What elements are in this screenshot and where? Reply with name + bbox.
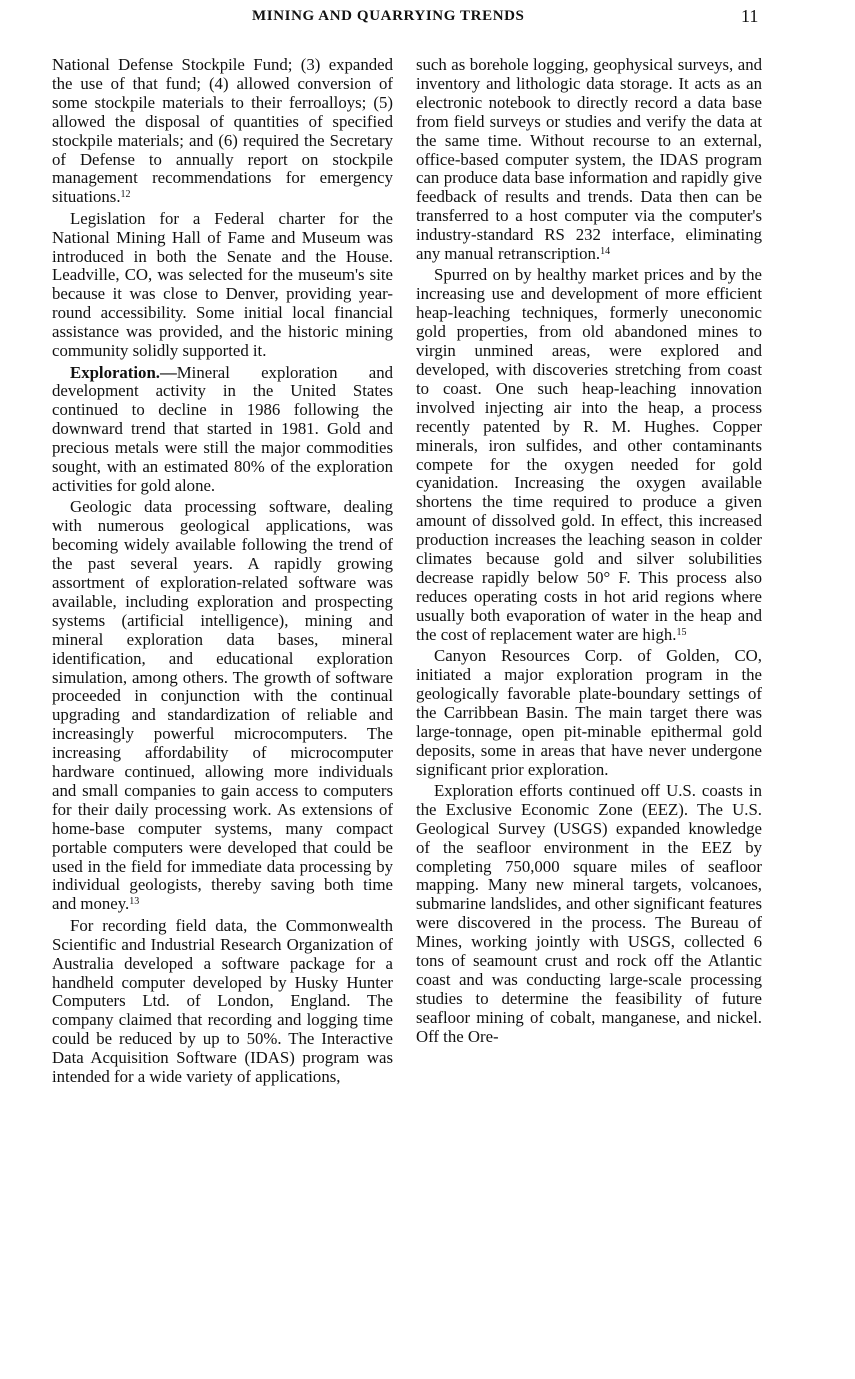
paragraph-mining-hall-of-fame: [52, 210, 393, 361]
paragraph-text: Spurred on by healthy market prices and by the increasing use and development of more efficient heap-leaching techniques, formerly uneconomic gold properties, from old abandoned mines to virgin unmined areas, were explored and developed, with discoveries stretching from coast to coast. One such heap-leaching innovation involved injecting air into the heap, a process recently patented by R. M. Hughes. Copper minerals, iron sulfides, and other contaminants compete for the oxygen needed for gold cyanidation. Increasing the oxygen available shortens the time required to produce a given amount of dissolved gold. In effect, this increased production increases the leaching season in colder climates because gold and silver solubilities decrease rapidly below 50° F. This process also reduces operating costs in hot arid regions where usually both evaporation of water in the heap and the cost of replacement water are high.: [416, 265, 762, 644]
paragraph-heap-leaching: [416, 266, 762, 644]
paragraph-text: National Defense Stockpile Fund; (3) expanded the use of that fund; (4) allowed conversion of some stockpile materials to their ferroalloys; (5) allowed the disposal of quantities of specified stockpile materials; and (6) required the Secretary of Defense to annually report on stockpile management recommendations for emergency situations.: [52, 55, 393, 207]
right-column: [416, 56, 762, 1047]
paragraph-idas-continued: [416, 56, 762, 264]
paragraph-geologic-software: [52, 498, 393, 914]
left-column: [52, 56, 393, 1087]
paragraph-text: Geologic data processing software, dealing with numerous geological applications, was becoming widely available following the trend of the past several years. A rapidly growing assortment of exploration-related software was available, including exploration and prospecting systems (artificial intelligence), mining and mineral exploration data bases, mineral identification, and educational exploration simulation, among others. The growth of software proceeded in conjunction with the continual upgrading and standardization of reliable and increasingly powerful microcomputers. The increasing affordability of microcomputer hardware continued, allowing more individuals and small companies to gain access to computers for their daily processing work. As extensions of home-base computer systems, many compact portable computers were developed that could be used in the field for immediate data processing by individual geologists, thereby saving both time and money.: [52, 497, 393, 914]
section-heading-exploration: Exploration.—: [70, 362, 177, 382]
paragraph-stockpile-continued: [52, 56, 393, 207]
paragraph-eez-exploration: [416, 782, 762, 1047]
paragraph-field-data: [52, 917, 393, 1087]
footnote-ref-15: 15: [676, 626, 687, 638]
paragraph-text: Canyon Resources Corp. of Golden, CO, initiated a major exploration program in the geologically favorable plate-boundary settings of the Carribbean Basin. The main target there was large-tonnage, open pit-minable epithermal gold deposits, some in areas that have never undergone significant prior exploration.: [416, 646, 762, 779]
paragraph-exploration: [52, 364, 393, 496]
footnote-ref-12: 12: [120, 189, 131, 201]
page-number: 11: [741, 6, 759, 26]
paragraph-text: Legislation for a Federal charter for the National Mining Hall of Fame and Museum was introduced in both the Senate and the House. Leadville, CO, was selected for the museum's site because it was close to Denver, providing year-round accessibility. Some initial local financial assistance was provided, and the historic mining community solidly supported it.: [52, 208, 393, 361]
paragraph-text: Mineral exploration and development activity in the United States continued to decline in 1986 following the downward trend that started in 1981. Gold and precious metals were still the major commodities sought, with an estimated 80% of the exploration activities for gold alone.: [52, 362, 393, 495]
footnote-ref-13: 13: [129, 896, 140, 908]
running-head-title: MINING AND QUARRYING TRENDS: [252, 8, 525, 24]
paragraph-text: For recording field data, the Commonwealth Scientific and Industrial Research Organization of Australia developed a software package for a handheld computer developed by Husky Hunter Computers Ltd. of London, England. The company claimed that recording and logging time could be reduced by up to 50%. The Interactive Data Acquisition Software (IDAS) program was intended for a wide variety of applications,: [52, 915, 393, 1087]
paragraph-text: such as borehole logging, geophysical surveys, and inventory and lithologic data storage. It acts as an electronic notebook to directly record a data base from field surveys or studies and verify the data at the same time. Without recourse to an external, office-based computer system, the IDAS program can produce data base information and rapidly give feedback of results and trends. Data then can be transferred to a host computer via the computer's industry-standard RS 232 interface, eliminating any manual retranscription.: [416, 55, 762, 264]
running-header: [0, 8, 855, 30]
paragraph-text: Exploration efforts continued off U.S. coasts in the Exclusive Economic Zone (EEZ). The U.S. Geological Survey (USGS) expanded knowledge of the seafloor environment in the EEZ by completing 750,000 square miles of seafloor mapping. Many new mineral targets, volcanoes, submarine landslides, and other significant features were discovered in the process. The Bureau of Mines, working jointly with USGS, collected 6 tons of seamount crust and rock off the Atlantic coast and was conducting large-scale processing studies to determine the feasibility of future seafloor mining of cobalt, manganese, and nickel. Off the Ore-: [416, 780, 762, 1046]
footnote-ref-14: 14: [600, 246, 611, 258]
paragraph-canyon-resources: [416, 647, 762, 779]
